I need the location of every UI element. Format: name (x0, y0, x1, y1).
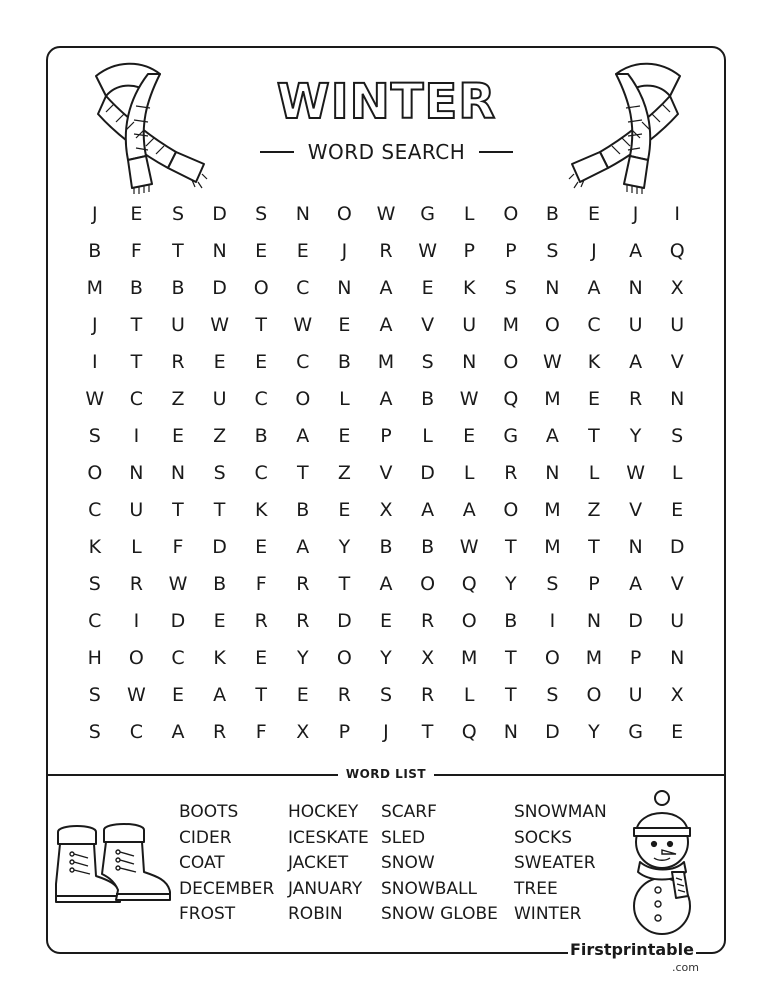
grid-cell: T (172, 240, 184, 262)
grid-row (74, 233, 698, 270)
grid-cell: K (88, 536, 102, 558)
boots-icon (52, 818, 174, 910)
grid-cell: F (130, 240, 142, 262)
word-list-item: SNOWMAN (514, 802, 607, 822)
word-list-item: JACKET (288, 853, 349, 873)
grid-cell: E (587, 203, 600, 225)
word-list-label: WORD LIST (345, 767, 427, 781)
grid-cell: E (255, 351, 268, 373)
grid-cell: M (544, 499, 561, 521)
grid-cell: O (503, 499, 519, 521)
grid-cell: O (420, 573, 436, 595)
word-column (514, 800, 607, 928)
grid-cell: Q (461, 573, 477, 595)
grid-cell: Z (337, 462, 351, 484)
grid-row (74, 603, 698, 640)
grid-cell: S (255, 203, 268, 225)
grid-cell: C (88, 499, 102, 521)
word-list-item: TREE (514, 878, 558, 899)
grid-cell: L (131, 536, 142, 558)
grid-cell: D (337, 610, 352, 632)
divider-rule-right (434, 774, 726, 776)
word-list-item: HOCKEY (288, 802, 359, 822)
grid-cell: K (254, 499, 268, 521)
grid-row (74, 529, 698, 566)
grid-cell: U (628, 314, 643, 336)
grid-row (74, 196, 698, 233)
grid-cell: Q (669, 240, 685, 262)
subtitle-row (0, 140, 773, 164)
grid-cell: T (338, 573, 351, 595)
grid-cell: F (255, 721, 267, 743)
word-list-item: SNOW GLOBE (381, 904, 498, 924)
grid-cell: T (421, 721, 434, 743)
grid-cell: T (504, 536, 517, 558)
word-list-item: SOCKS (514, 827, 572, 848)
grid-cell: C (254, 388, 268, 410)
grid-cell: X (379, 499, 393, 521)
grid-cell: T (130, 314, 143, 336)
word-list-item: DECEMBER (179, 878, 275, 899)
grid-cell: O (544, 647, 560, 669)
grid-cell: S (546, 573, 559, 595)
word-list-item: SNOWBALL (381, 878, 477, 899)
grid-cell: T (588, 425, 600, 447)
grid-cell: U (212, 388, 227, 410)
grid-cell: W (376, 203, 396, 225)
grid-cell: R (212, 721, 227, 743)
grid-cell: S (88, 573, 101, 595)
grid-cell: Q (461, 721, 477, 743)
grid-cell: D (669, 536, 685, 558)
grid-cell: T (296, 462, 309, 484)
grid-cell: S (88, 721, 101, 743)
grid-cell: P (629, 647, 642, 669)
grid-cell: L (422, 425, 433, 447)
grid-cell: B (129, 277, 143, 299)
word-list-item: WINTER (514, 904, 582, 924)
grid-cell: N (586, 610, 602, 632)
grid-cell: L (588, 462, 600, 484)
grid-cell: U (670, 610, 685, 632)
grid-cell: Q (503, 388, 519, 410)
grid-cell: O (503, 351, 519, 373)
grid-cell: Z (587, 499, 601, 521)
grid-cell: T (255, 684, 267, 706)
grid-cell: D (628, 610, 643, 632)
grid-cell: Y (380, 647, 392, 669)
grid-cell: R (337, 684, 351, 706)
grid-cell: Y (296, 647, 309, 669)
grid-cell: L (463, 684, 475, 706)
grid-cell: E (463, 425, 476, 447)
grid-cell: A (379, 388, 393, 410)
grid-cell: G (628, 721, 643, 743)
grid-cell: W (459, 536, 479, 558)
grid-cell: S (171, 203, 185, 225)
grid-cell: P (338, 721, 351, 743)
grid-cell: R (296, 573, 310, 595)
grid-cell: O (128, 647, 144, 669)
grid-cell: E (130, 203, 143, 225)
grid-cell: N (503, 721, 518, 743)
grid-cell: A (462, 499, 476, 521)
grid-cell: E (296, 240, 309, 262)
grid-cell: B (337, 351, 351, 373)
grid-cell: S (213, 462, 226, 484)
grid-cell: T (504, 684, 517, 706)
word-list-item: SWEATER (514, 853, 596, 873)
grid-cell: E (255, 240, 268, 262)
grid-cell: C (254, 462, 268, 484)
grid-cell: N (212, 240, 227, 262)
grid-cell: R (129, 573, 143, 595)
grid-row (74, 381, 698, 418)
grid-cell: F (255, 573, 267, 595)
word-list-item: JANUARY (288, 878, 363, 899)
grid-cell: B (421, 536, 435, 558)
grid-cell: T (255, 314, 267, 336)
grid-cell: P (380, 425, 392, 447)
grid-cell: S (88, 425, 101, 447)
word-list-item: BOOTS (179, 802, 239, 822)
page-subtitle: WORD SEARCH (307, 140, 466, 164)
grid-cell: W (126, 684, 146, 706)
grid-cell: A (379, 573, 393, 595)
subtitle-rule-right (479, 151, 513, 153)
grid-cell: B (545, 203, 559, 225)
grid-cell: A (171, 721, 185, 743)
grid-cell: U (171, 314, 185, 336)
grid-cell: G (503, 425, 519, 447)
grid-cell: B (296, 499, 310, 521)
grid-cell: C (296, 351, 310, 373)
grid-row (74, 418, 698, 455)
grid-cell: E (338, 314, 351, 336)
grid-cell: O (87, 462, 103, 484)
grid-cell: A (213, 684, 227, 706)
grid-row (74, 677, 698, 714)
grid-cell: T (172, 499, 184, 521)
grid-cell: J (383, 721, 389, 743)
grid-cell: C (129, 388, 144, 410)
grid-cell: O (336, 203, 352, 225)
word-list-item: COAT (179, 853, 225, 873)
grid-cell: A (296, 536, 310, 558)
grid-cell: E (671, 499, 684, 521)
grid-cell: N (670, 388, 685, 410)
grid-cell: Y (338, 536, 351, 558)
grid-cell: E (421, 277, 434, 299)
grid-cell: X (296, 721, 310, 743)
grid-row (74, 714, 698, 751)
brand-domain: .com (672, 961, 699, 974)
grid-cell: B (254, 425, 268, 447)
grid-cell: E (213, 610, 226, 632)
grid-row (74, 270, 698, 307)
grid-cell: X (670, 277, 684, 299)
page-title: WINTER (276, 74, 497, 130)
grid-cell: S (546, 240, 559, 262)
grid-cell: Y (588, 721, 600, 743)
grid-row (74, 344, 698, 381)
grid-cell: S (504, 277, 517, 299)
grid-cell: M (460, 647, 478, 669)
grid-cell: G (420, 203, 435, 225)
grid-row (74, 640, 698, 677)
grid-cell: R (254, 610, 268, 632)
grid-cell: M (86, 277, 103, 299)
grid-cell: N (545, 277, 560, 299)
grid-cell: S (88, 684, 101, 706)
grid-cell: P (588, 573, 600, 595)
grid-cell: D (170, 610, 186, 632)
word-list-item: SLED (381, 827, 426, 848)
grid-cell: J (91, 203, 98, 225)
grid-cell: W (85, 388, 105, 410)
footer-rule (430, 952, 560, 954)
grid-cell: K (462, 277, 476, 299)
grid-cell: D (212, 203, 227, 225)
grid-row (74, 492, 698, 529)
grid-row (74, 566, 698, 603)
grid-cell: M (377, 351, 395, 373)
grid-cell: X (421, 647, 435, 669)
grid-cell: F (172, 536, 184, 558)
grid-cell: E (255, 536, 268, 558)
grid-cell: I (91, 351, 98, 373)
word-list-item: SCARF (381, 802, 437, 822)
grid-cell: L (339, 388, 350, 410)
grid-cell: C (296, 277, 310, 299)
grid-cell: A (296, 425, 310, 447)
word-list-divider (46, 767, 726, 781)
grid-cell: O (461, 610, 477, 632)
grid-cell: N (628, 536, 643, 558)
grid-cell: V (670, 351, 684, 373)
grid-cell: V (670, 573, 684, 595)
grid-cell: E (171, 684, 184, 706)
word-list-item: ROBIN (288, 904, 343, 924)
grid-cell: M (502, 314, 519, 336)
grid-cell: N (462, 351, 477, 373)
grid-cell: O (503, 203, 519, 225)
grid-cell: W (293, 314, 313, 336)
grid-cell: A (421, 499, 435, 521)
grid-cell: S (546, 684, 559, 706)
grid-cell: R (420, 610, 435, 632)
grid-cell: R (171, 351, 185, 373)
grid-cell: W (168, 573, 188, 595)
grid-cell: R (628, 388, 643, 410)
grid-cell: L (463, 462, 475, 484)
grid-cell: E (587, 388, 600, 410)
grid-cell: U (462, 314, 477, 336)
grid-cell: Y (504, 573, 517, 595)
grid-cell: W (418, 240, 437, 262)
grid-cell: N (129, 462, 144, 484)
word-list-item: FROST (179, 904, 236, 924)
grid-cell: S (421, 351, 434, 373)
grid-cell: W (459, 388, 479, 410)
grid-cell: E (338, 499, 351, 521)
grid-cell: L (463, 203, 475, 225)
grid-cell: R (420, 684, 435, 706)
grid-cell: U (670, 314, 685, 336)
grid-row (74, 455, 698, 492)
grid-cell: T (213, 499, 226, 521)
grid-cell: A (379, 314, 393, 336)
grid-cell: J (591, 240, 597, 262)
grid-cell: E (213, 351, 226, 373)
grid-cell: Z (213, 425, 227, 447)
grid-cell: V (629, 499, 643, 521)
grid-cell: W (210, 314, 229, 336)
grid-cell: R (296, 610, 310, 632)
subtitle-rule-left (260, 151, 294, 153)
grid-cell: R (504, 462, 518, 484)
grid-cell: M (544, 536, 561, 558)
grid-cell: H (87, 647, 102, 669)
grid-cell: O (295, 388, 311, 410)
grid-cell: A (629, 240, 643, 262)
grid-cell: E (255, 647, 268, 669)
grid-cell: M (544, 388, 561, 410)
grid-cell: U (628, 684, 643, 706)
grid-cell: J (341, 240, 348, 262)
grid-cell: Z (171, 388, 185, 410)
word-column (288, 800, 369, 928)
grid-cell: C (129, 721, 144, 743)
grid-cell: A (545, 425, 559, 447)
grid-cell: D (212, 536, 227, 558)
word-column (179, 800, 274, 928)
grid-cell: K (213, 647, 226, 669)
grid-cell: V (379, 462, 393, 484)
word-list-item: SNOW (381, 853, 435, 873)
grid-cell: N (337, 277, 352, 299)
grid-cell: O (544, 314, 560, 336)
grid-cell: X (670, 684, 684, 706)
letter-grid (74, 196, 698, 750)
grid-cell: O (336, 647, 352, 669)
grid-cell: K (587, 351, 601, 373)
grid-row (74, 307, 698, 344)
grid-cell: O (253, 277, 269, 299)
grid-cell: A (629, 351, 643, 373)
grid-cell: B (213, 573, 227, 595)
grid-cell: C (587, 314, 601, 336)
grid-cell: P (463, 240, 475, 262)
grid-cell: B (171, 277, 185, 299)
snowman-icon (618, 788, 706, 938)
grid-cell: P (505, 240, 517, 262)
grid-cell: D (420, 462, 435, 484)
grid-cell: W (542, 351, 562, 373)
word-column (381, 800, 498, 928)
grid-cell: W (626, 462, 645, 484)
grid-cell: N (670, 647, 685, 669)
grid-cell: O (586, 684, 602, 706)
grid-cell: D (545, 721, 560, 743)
grid-cell: A (629, 573, 643, 595)
grid-cell: E (671, 721, 684, 743)
grid-cell: A (587, 277, 601, 299)
grid-cell: J (91, 314, 98, 336)
grid-cell: B (379, 536, 393, 558)
grid-cell: E (171, 425, 184, 447)
grid-cell: T (588, 536, 600, 558)
grid-cell: B (88, 240, 102, 262)
grid-cell: S (379, 684, 393, 706)
grid-cell: C (88, 610, 102, 632)
grid-cell: A (379, 277, 393, 299)
grid-cell: N (628, 277, 643, 299)
grid-cell: C (171, 647, 185, 669)
grid-cell: B (421, 388, 435, 410)
grid-cell: Y (629, 425, 642, 447)
grid-cell: N (170, 462, 186, 484)
brand-logo: Firstprintable (570, 940, 694, 959)
grid-cell: I (133, 425, 140, 447)
grid-cell: B (504, 610, 518, 632)
grid-cell: T (504, 647, 517, 669)
grid-cell: M (585, 647, 603, 669)
word-list-item: CIDER (179, 827, 232, 848)
grid-cell: E (296, 684, 309, 706)
grid-cell: E (338, 425, 351, 447)
grid-cell: I (133, 610, 140, 632)
grid-cell: V (421, 314, 435, 336)
grid-cell: N (545, 462, 560, 484)
grid-cell: E (379, 610, 392, 632)
grid-cell: L (671, 462, 683, 484)
grid-cell: T (130, 351, 143, 373)
grid-cell: J (632, 203, 639, 225)
grid-cell: D (212, 277, 227, 299)
grid-cell: I (549, 610, 556, 632)
grid-cell: S (671, 425, 684, 447)
grid-cell: R (379, 240, 393, 262)
word-list-item: ICESKATE (288, 827, 369, 848)
grid-cell: U (129, 499, 144, 521)
grid-cell: I (674, 203, 680, 225)
grid-cell: N (295, 203, 310, 225)
